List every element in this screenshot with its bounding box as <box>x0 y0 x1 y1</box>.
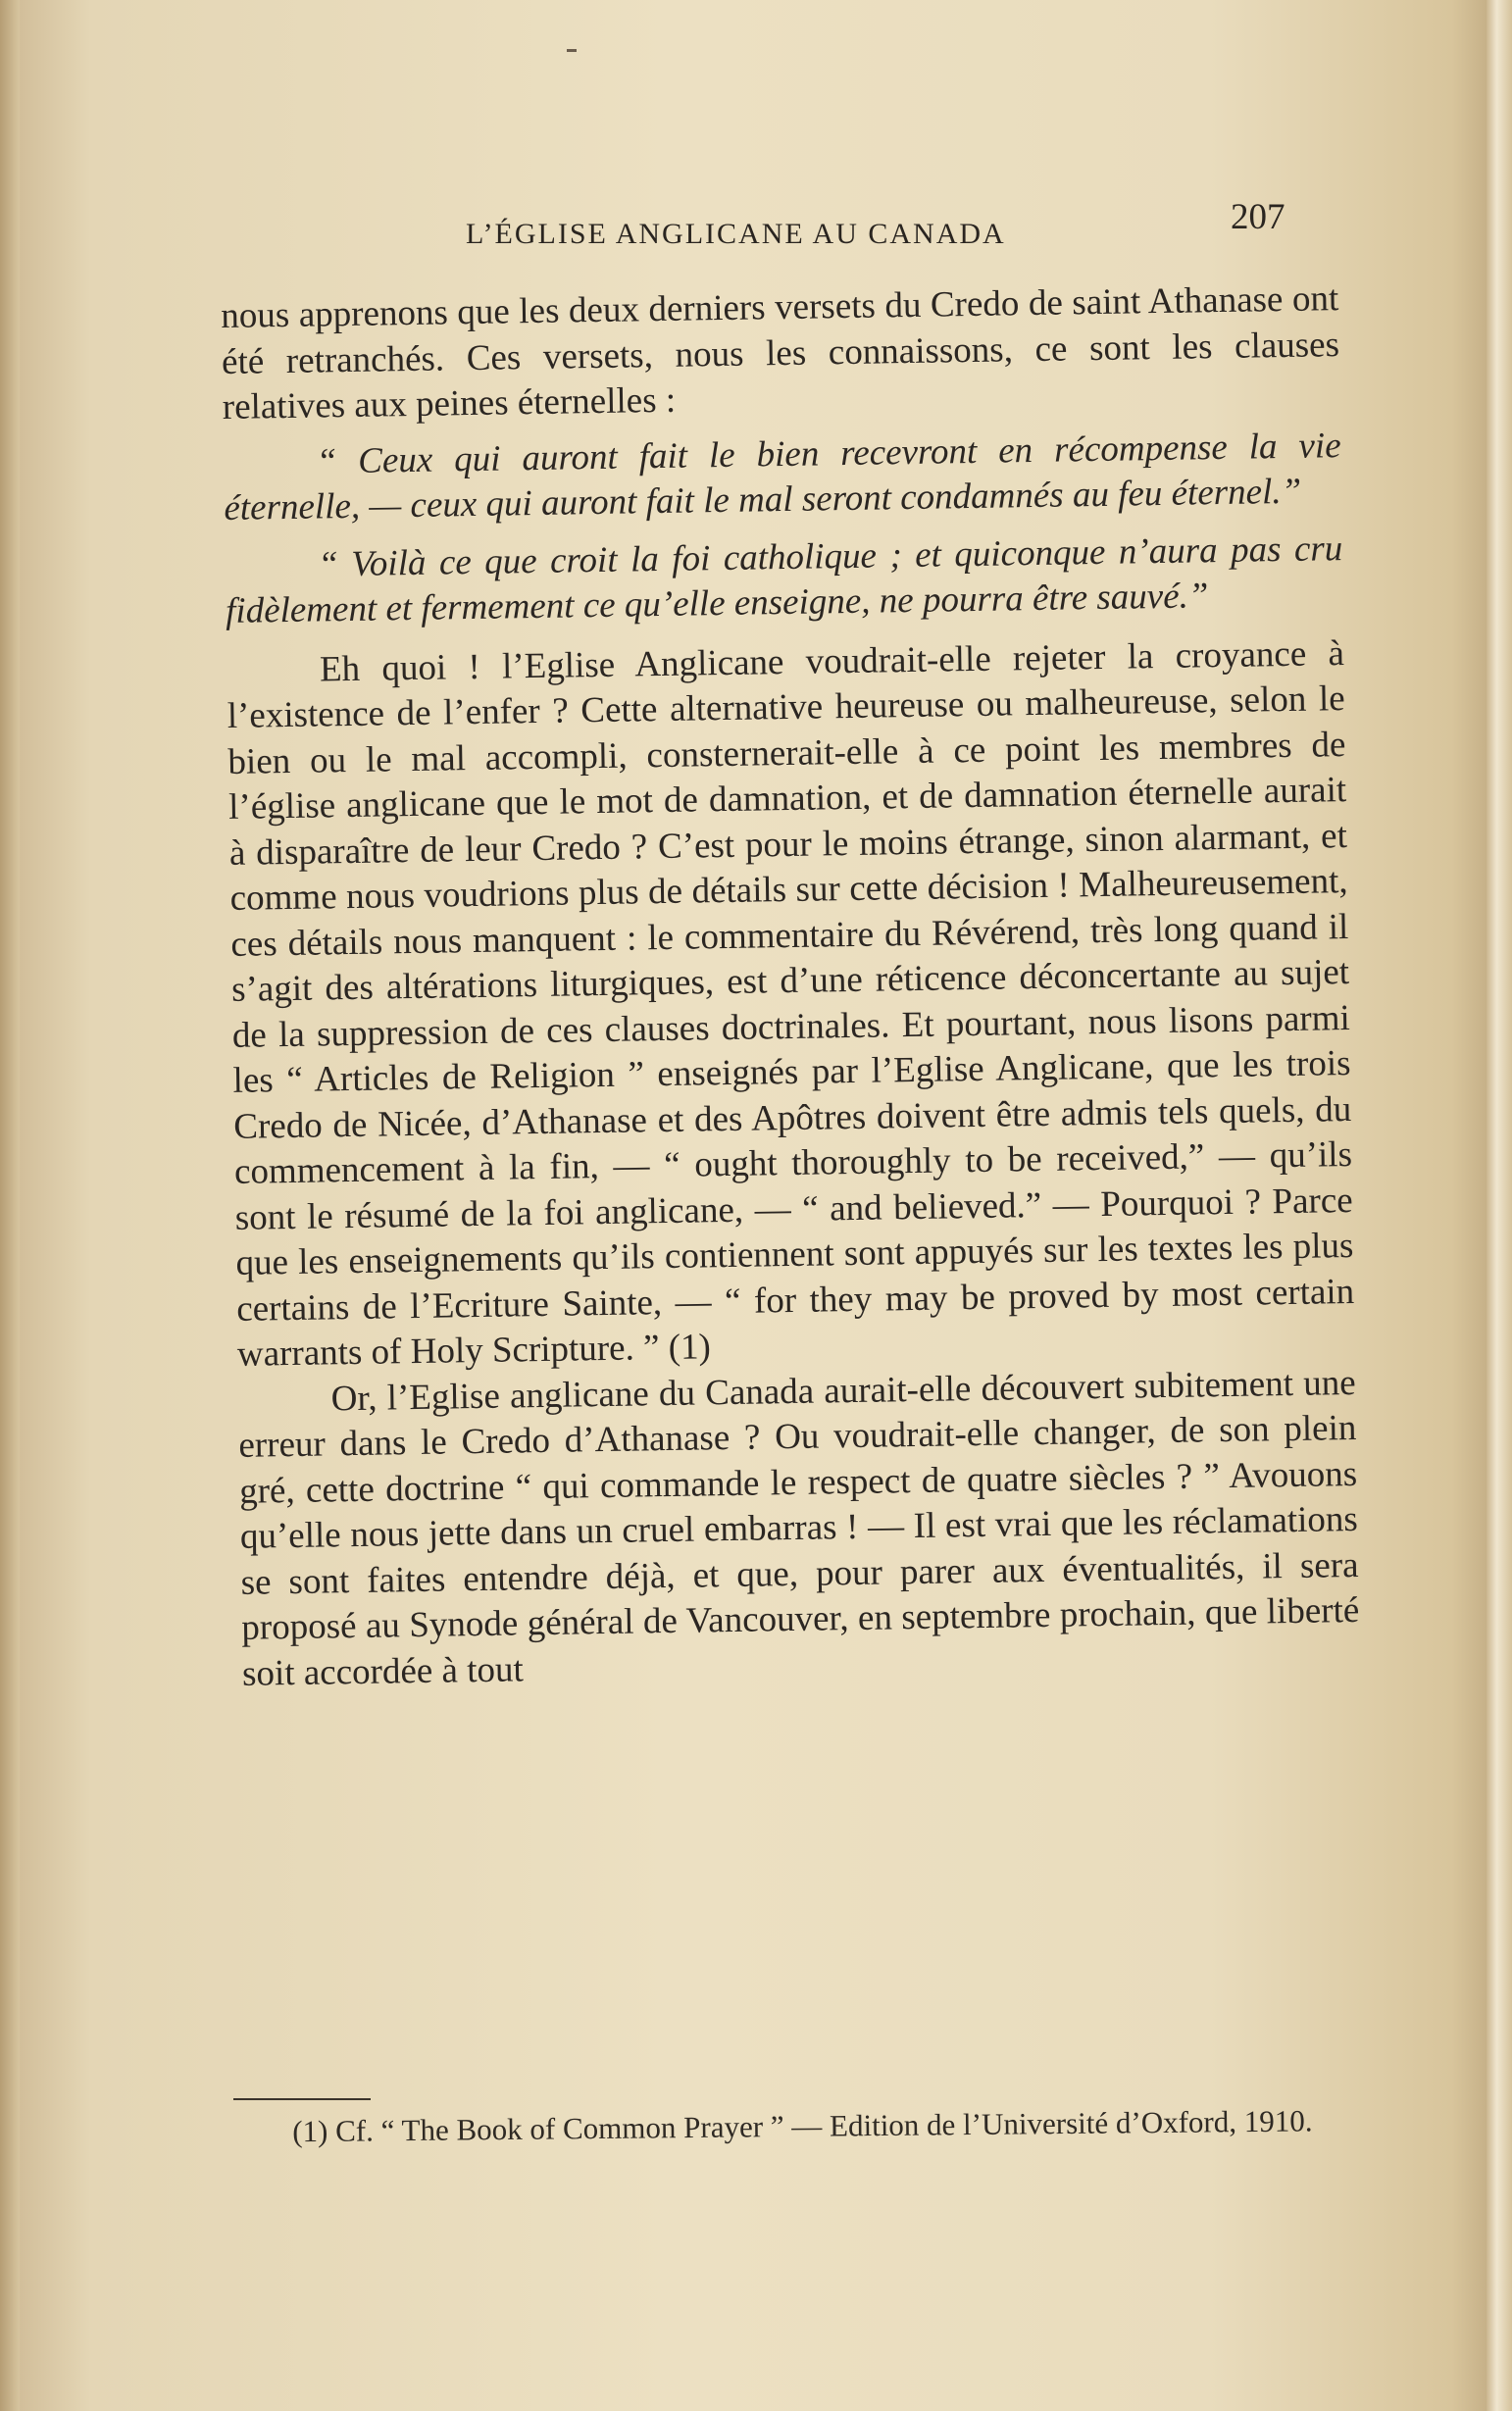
paragraph-continued: nous apprenons que les deux derniers versets du Credo de saint Athanase ont été retranchés. Ces versets, nous les connaissons, ce sont les clauses relatives aux peines éternelles : <box>221 278 1340 427</box>
paragraph-3: Or, l’Eglise anglicane du Canada aurait-elle découvert subitement une erreur dans le Credo d’Athanase ? Ou voudrait-elle changer, de son plein gré, cette doctrine “ qui commande le respect de quatre siècles ? ” Avouons qu’elle nous jette dans un cruel embarras ! — Il est vrai que les réclamations se sont faites entendre déjà, et que, pour parer aux éventualités, il sera proposé au Synode général de Vancouver, en septembre prochain, que liberté soit accordée à tout <box>238 1362 1360 1694</box>
paragraph-2: Eh quoi ! l’Eglise Anglicane voudrait-elle rejeter la croyance à l’existence de l’enfer ? Cette alternative heureuse ou malheureuse, selon le bien ou le mal accompli, consternerait-elle à ce point les membres de l’église anglicane que le mot de damnation, et de damnation éternelle aurait à disparaître de leur Credo ? C’est pour le moins étrange, sinon alarmant, et comme nous voudrions plus de détails sur cette décision ! Malheureusement, ces détails nous manquent : le commentaire du Révérend, très long quand il s’agit des altérations liturgiques, est d’une réticence déconcertante au sujet de la suppression de ces clauses doctrinales. Et pourtant, nous lisons parmi les “ Articles de Religion ” enseignés par l’Eglise Anglicane, que les trois Credo de Nicée, d’Athanase et des Apôtres doivent être admis tels quels, du commencement à la fin, — “ ought thoroughly to be received,” — qu’ils sont le résumé de la foi anglicane, — “ and believed.” — Pourquoi ? Parce que les enseignements qu’ils contiennent sont appuyés sur les textes les plus certains de l’Ecriture Sainte, — “ for they may be proved by most certain warrants of Holy Scripture. ” (1) <box>227 632 1355 1375</box>
footnote-rule <box>233 2098 371 2100</box>
page-left-edge <box>0 0 20 2411</box>
print-mark <box>567 49 577 52</box>
quotation-1: “ Ceux qui auront fait le bien recevront en récompense la vie éternelle, — ceux qui auront fait le mal seront condamnés au feu éternel.” <box>224 425 1341 528</box>
page-number: 207 <box>1231 197 1285 237</box>
page-right-edge <box>1487 0 1512 2411</box>
body-text <box>221 276 1360 1697</box>
running-head: L’ÉGLISE ANGLICANE AU CANADA <box>466 218 1006 250</box>
footnote-text: (1) Cf. “ The Book of Common Prayer ” — Edition de l’Université d’Oxford, 1910. <box>292 2103 1313 2149</box>
footnote <box>224 2099 1351 2153</box>
quotation-2: “ Voilà ce que croit la foi catholique ; et quiconque n’aura pas cru fidèlement et fermement ce qu’elle enseigne, ne pourra être sauvé.” <box>225 527 1343 631</box>
